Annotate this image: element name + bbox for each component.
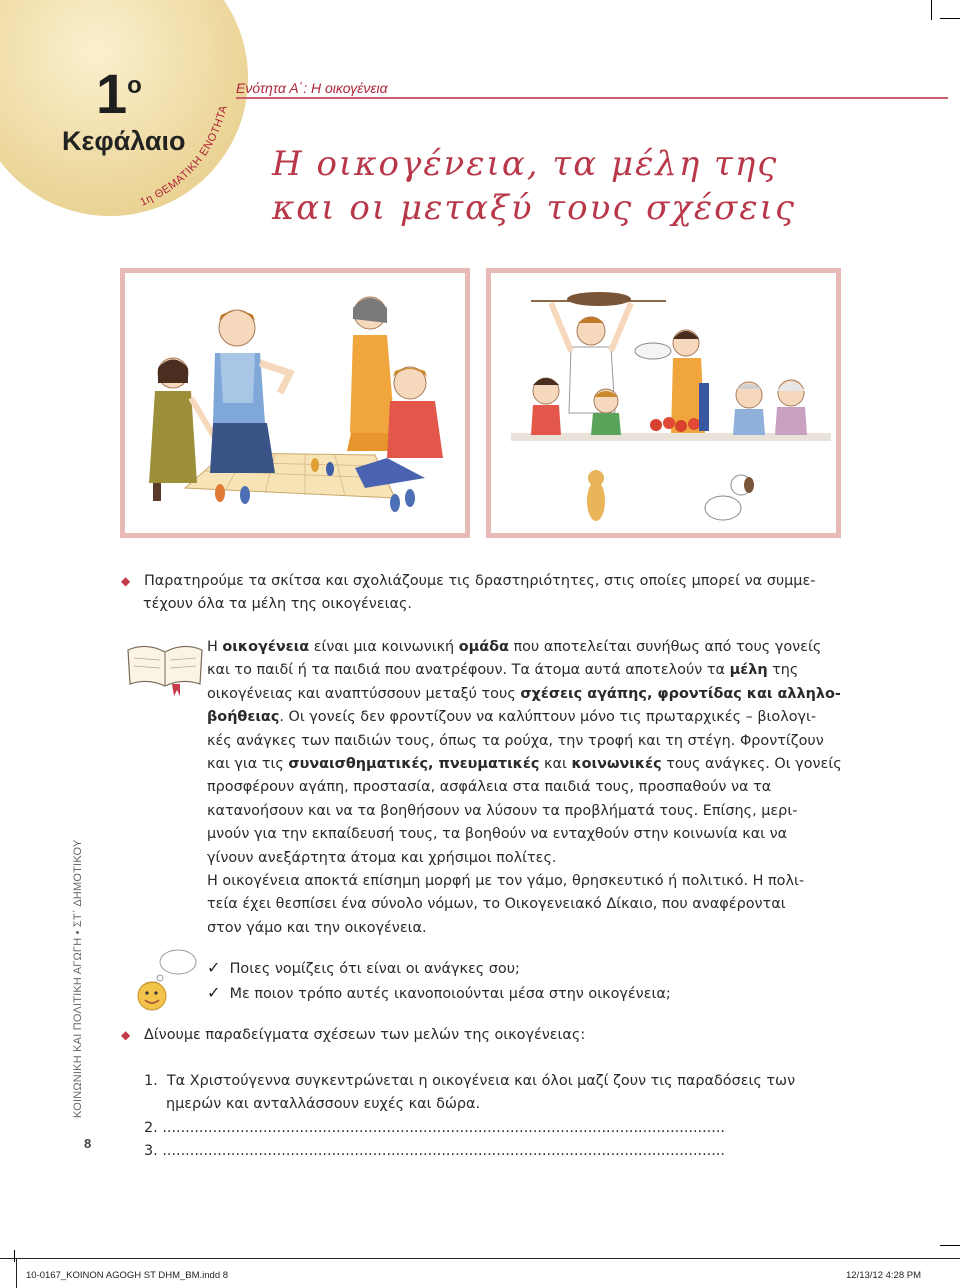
thematic-unit-arc bbox=[124, 96, 244, 208]
list-item: 3. ........................................................................................................................... bbox=[144, 1143, 725, 1160]
chapter-label: Κεφάλαιο bbox=[62, 126, 186, 156]
crop-mark bbox=[940, 18, 960, 19]
header-rule bbox=[236, 97, 948, 99]
thinking-face-icon bbox=[130, 944, 200, 1012]
sidebar-book-title: ΚΟΙΝΩΝΙΚΗ ΚΑΙ ΠΟΛΙΤΙΚΗ ΑΓΩΓΗ • ΣΤ΄ ΔΗΜΟΤΙΚΟΥ bbox=[72, 839, 84, 1118]
slug-filename: 10-0167_KOINON AGOGH ST DHM_BM.indd 8 bbox=[26, 1270, 229, 1281]
examples-list: 1. Τα Χριστούγεννα συγκεντρώνεται η οικογένεια και όλοι μαζί ζουν τις παραδόσεις των ημερών και ανταλλάσσουν ευχές και δώρα. 2. ........................................................................................................................... 3. ........................................................................................................................... bbox=[144, 1070, 844, 1164]
illustration-family-dinner bbox=[486, 268, 841, 538]
question-item: ✓ Ποιες νομίζεις ότι είναι οι ανάγκες σου; bbox=[207, 958, 520, 977]
term-family: οικογένεια bbox=[222, 639, 310, 655]
girl-figure bbox=[531, 378, 561, 435]
examples-heading: ◆ Δίνουμε παραδείγματα σχέσεων των μελών της οικογένειας: bbox=[121, 1027, 586, 1043]
cat-figure bbox=[587, 470, 605, 521]
intro-paragraph: ◆ Παρατηρούμε τα σκίτσα και σχολιάζουμε τις δραστηριότητες, στις οποίες μπορεί να συμμε- τέχουν όλα τα μέλη της οικογένειας. bbox=[121, 573, 816, 613]
question-list bbox=[207, 956, 847, 1007]
crop-mark bbox=[940, 1245, 960, 1246]
open-book-icon bbox=[124, 638, 206, 696]
crop-mark bbox=[931, 0, 932, 20]
checkmark-icon: ✓ bbox=[207, 958, 221, 977]
slug-date: 12/13/12 4:28 PM bbox=[846, 1270, 921, 1281]
grandmother-figure bbox=[775, 380, 807, 435]
dog-figure bbox=[705, 475, 754, 520]
father-figure bbox=[551, 303, 631, 413]
father-figure bbox=[210, 310, 290, 473]
checkmark-icon: ✓ bbox=[207, 983, 221, 1003]
mother-figure bbox=[347, 297, 395, 451]
term-group: ομάδα bbox=[458, 639, 509, 655]
grandfather-figure bbox=[733, 382, 765, 435]
chapter-number: $1^o$ bbox=[96, 62, 142, 125]
unit-label: Ενότητα Α΄: Η οικογένεια bbox=[236, 80, 388, 96]
title-line-1: Η οικογένεια, τα μέλη της bbox=[272, 144, 779, 184]
page-number: 8 bbox=[84, 1136, 92, 1151]
board-game-drawing bbox=[125, 273, 465, 533]
term-members: μέλη bbox=[729, 662, 768, 679]
list-item: 1. Τα Χριστούγεννα συγκεντρώνεται η οικογένεια και όλοι μαζί ζουν τις παραδόσεις των bbox=[144, 1073, 796, 1089]
question-item: ✓ Με ποιον τρόπο αυτές ικανοποιούνται μέσα στην οικογένεια; bbox=[207, 983, 671, 1003]
family-dinner-drawing bbox=[491, 273, 836, 533]
illustration-board-game bbox=[120, 268, 470, 538]
list-item: 2. ........................................................................................................................... bbox=[144, 1119, 725, 1136]
diamond-bullet-icon: ◆ bbox=[121, 1028, 131, 1042]
diamond-bullet-icon: ◆ bbox=[121, 574, 131, 588]
svg-text:1η ΘΕΜΑΤΙΚΗ ΕΝΟΤΗΤΑ: 1η ΘΕΜΑΤΙΚΗ ΕΝΟΤΗΤΑ bbox=[138, 103, 230, 208]
term-relations: σχέσεις αγάπης, φροντίδας και αλληλο- bbox=[520, 685, 841, 702]
title-line-2: και οι μεταξύ τους σχέσεις bbox=[272, 188, 796, 228]
print-slug bbox=[0, 1258, 960, 1288]
definition-paragraph: Η οικογένεια είναι μια κοινωνική ομάδα που αποτελείται συνήθως από τους γονείς και το παιδί ή τα παιδιά που ανατρέφουν. Τα άτομα αυτά αποτελούν τα μέλη της οικογένειας και αναπτύσσουν μεταξύ τους σχέσεις αγάπης, φροντίδας και αλληλο- βοήθειας. Οι γονείς δεν φροντίζουν να καλύπτουν μόνο τις πρωταρχικές – βιολογι- κές ανάγκες των παιδιών τους, όπως τα ρούχα, την τροφή και τη στέγη. Φροντίζουν και για τις συναισθηματικές, πνευματικές και κοινωνικές τους ανάγκες. Οι γονείς προσφέρουν αγάπη, προστασία, ασφάλεια στα παιδιά τους, προσπαθούν να τα κατανοήσουν και να τα βοηθήσουν να λύσουν τα προβλήματά τους. Επίσης, μερι- μνούν για την εκπαίδευσή τους, τα βοηθούν να ενταχθούν στην κοινωνία και να γίνουν ανεξάρτητα άτομα και χρήσιμοι πολίτες. Η οικογένεια αποκτά επίσημη μορφή με τον γάμο, θρησκευτικό ή πολιτικό. Η πολι- τεία έχει θεσπίσει ένα σύνολο νόμων, το Οικογενειακό Δίκαιο, που αναφέρονται στον γάμο και την οικογένεια. bbox=[207, 639, 842, 936]
page-title bbox=[272, 142, 912, 230]
